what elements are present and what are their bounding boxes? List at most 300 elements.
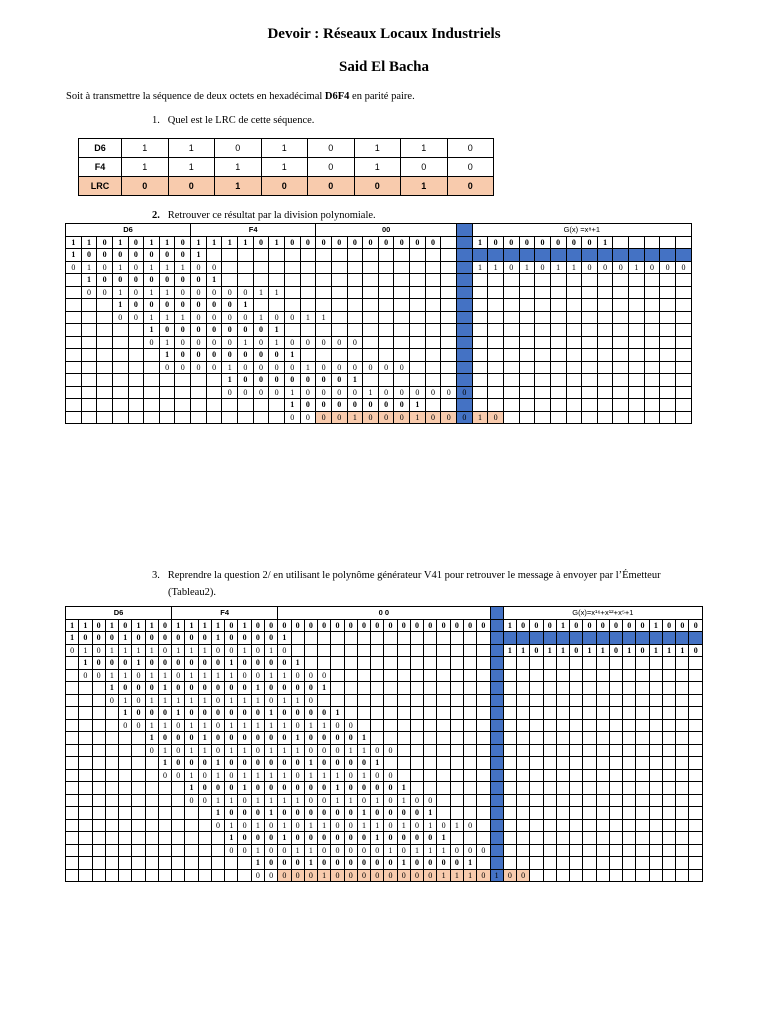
bit-cell: 0 <box>304 707 317 720</box>
grid-cell <box>570 744 583 757</box>
bit-cell: 1 <box>556 619 569 632</box>
bit-cell: 0 <box>397 807 410 820</box>
grid-cell <box>457 236 473 249</box>
bit-cell: 0 <box>347 336 363 349</box>
grid-cell <box>550 324 566 337</box>
bit-cell: 0 <box>570 619 583 632</box>
grid-cell <box>629 274 645 287</box>
grid-cell <box>596 719 609 732</box>
grid-cell <box>172 794 185 807</box>
bit-cell: 0 <box>410 236 426 249</box>
bit-cell: 0 <box>331 336 347 349</box>
grid-cell <box>92 732 105 745</box>
bit-cell: 0 <box>238 832 251 845</box>
grid-cell <box>128 374 144 387</box>
grid-cell <box>517 707 530 720</box>
grid-cell <box>105 869 118 882</box>
grid-cell <box>128 411 144 424</box>
bit-cell: 1 <box>79 644 92 657</box>
grid-cell <box>363 249 379 262</box>
bit-cell: 0 <box>253 349 269 362</box>
grid-cell <box>79 707 92 720</box>
grid-cell <box>676 707 689 720</box>
lrc-bit-cell: 0 <box>215 139 262 158</box>
question-1-number: 1. <box>152 115 160 126</box>
grid-cell <box>347 274 363 287</box>
bit-cell: 0 <box>172 732 185 745</box>
bit-cell: 0 <box>291 619 304 632</box>
bit-cell: 1 <box>291 732 304 745</box>
bit-cell: 1 <box>371 832 384 845</box>
bit-cell: 1 <box>191 249 207 262</box>
bit-cell: 1 <box>278 669 291 682</box>
division-step-row <box>66 349 692 362</box>
grid-cell <box>570 669 583 682</box>
grid-cell <box>81 349 97 362</box>
lrc-row-label: LRC <box>79 177 122 196</box>
bit-cell: 1 <box>331 707 344 720</box>
bit-cell: 0 <box>609 644 622 657</box>
grid-cell <box>424 707 437 720</box>
grid-cell <box>503 782 516 795</box>
bit-cell: 1 <box>185 782 198 795</box>
bit-cell: 0 <box>225 807 238 820</box>
grid-cell <box>613 274 629 287</box>
grid-cell <box>198 857 211 870</box>
grid-cell <box>238 249 254 262</box>
grid-cell <box>97 336 113 349</box>
bit-cell: 0 <box>371 744 384 757</box>
grid-cell <box>519 336 535 349</box>
grid-cell <box>556 669 569 682</box>
grid-cell <box>410 694 423 707</box>
byte-header: F4 <box>172 607 278 620</box>
division-step-row <box>66 632 703 645</box>
bit-cell: 1 <box>291 694 304 707</box>
grid-cell <box>410 324 426 337</box>
grid-cell <box>596 744 609 757</box>
bit-cell: 0 <box>371 769 384 782</box>
grid-cell <box>172 869 185 882</box>
grid-cell <box>105 857 118 870</box>
bit-cell: 0 <box>206 336 222 349</box>
grid-cell <box>566 311 582 324</box>
grid-cell <box>175 411 191 424</box>
bit-cell: 0 <box>211 819 224 832</box>
bit-cell: 0 <box>251 732 264 745</box>
division-step-row <box>66 744 703 757</box>
grid-cell <box>424 682 437 695</box>
grid-cell <box>450 707 463 720</box>
grid-cell <box>660 299 676 312</box>
grid-cell <box>66 399 82 412</box>
bit-cell: 1 <box>172 644 185 657</box>
grid-cell <box>450 719 463 732</box>
grid-cell <box>394 261 410 274</box>
grid-cell <box>609 719 622 732</box>
grid-cell <box>644 349 660 362</box>
bit-cell: 1 <box>144 311 160 324</box>
grid-cell <box>583 794 596 807</box>
bit-cell: 1 <box>331 782 344 795</box>
bit-cell: 0 <box>363 361 379 374</box>
grid-cell <box>649 632 662 645</box>
grid-cell <box>397 719 410 732</box>
grid-cell <box>66 819 79 832</box>
grid-cell <box>331 349 347 362</box>
bit-cell: 0 <box>331 844 344 857</box>
grid-cell <box>185 857 198 870</box>
grid-cell <box>128 399 144 412</box>
grid-cell <box>477 857 490 870</box>
grid-cell <box>613 311 629 324</box>
grid-cell <box>517 757 530 770</box>
bit-cell: 1 <box>238 644 251 657</box>
grid-cell <box>128 324 144 337</box>
bit-cell: 0 <box>97 249 113 262</box>
bit-cell: 0 <box>410 794 423 807</box>
grid-cell <box>81 374 97 387</box>
bit-cell: 0 <box>331 411 347 424</box>
grid-cell <box>583 694 596 707</box>
grid-cell <box>503 386 519 399</box>
grid-cell <box>394 336 410 349</box>
bit-cell: 1 <box>472 261 488 274</box>
bit-cell: 0 <box>318 832 331 845</box>
grid-cell <box>331 261 347 274</box>
bit-cell: 0 <box>410 857 423 870</box>
bit-cell: 0 <box>158 732 171 745</box>
grid-cell <box>689 669 703 682</box>
grid-cell <box>689 707 703 720</box>
bit-cell: 0 <box>503 236 519 249</box>
grid-cell <box>269 261 285 274</box>
grid-cell <box>503 669 516 682</box>
grid-cell <box>158 794 171 807</box>
bit-cell: 0 <box>175 286 191 299</box>
grid-cell <box>172 857 185 870</box>
grid-cell <box>503 857 516 870</box>
byte-header: D6 <box>66 607 172 620</box>
grid-cell <box>344 707 357 720</box>
grid-cell <box>609 794 622 807</box>
bit-cell: 0 <box>112 249 128 262</box>
lrc-bit-cell: 1 <box>261 139 308 158</box>
lrc-bit-cell: 0 <box>447 139 494 158</box>
grid-cell <box>437 682 450 695</box>
bit-cell: 0 <box>410 819 423 832</box>
grid-cell <box>519 324 535 337</box>
bit-cell: 0 <box>425 236 441 249</box>
bit-cell: 1 <box>225 819 238 832</box>
bit-cell: 0 <box>291 719 304 732</box>
bit-cell: 1 <box>144 236 160 249</box>
bit-cell: 0 <box>463 819 476 832</box>
bit-cell: 0 <box>300 374 316 387</box>
grid-cell <box>535 324 551 337</box>
grid-cell <box>662 669 675 682</box>
bit-cell: 1 <box>185 769 198 782</box>
grid-cell <box>675 374 691 387</box>
grid-cell <box>269 299 285 312</box>
bit-cell: 1 <box>145 732 158 745</box>
grid-cell <box>463 782 476 795</box>
bit-cell: 0 <box>644 261 660 274</box>
bit-cell: 0 <box>112 311 128 324</box>
bit-cell: 1 <box>238 336 254 349</box>
grid-cell <box>318 632 331 645</box>
division-step-row <box>66 274 692 287</box>
grid-cell <box>609 694 622 707</box>
bit-cell: 0 <box>424 857 437 870</box>
grid-cell <box>357 657 370 670</box>
grid-cell <box>316 274 332 287</box>
grid-cell <box>198 869 211 882</box>
grid-cell <box>424 657 437 670</box>
question-3-continuation: (Tableau2). <box>168 587 216 598</box>
grid-cell <box>503 399 519 412</box>
grid-cell <box>437 719 450 732</box>
grid-cell <box>472 399 488 412</box>
bit-cell: 0 <box>211 682 224 695</box>
grid-cell <box>331 324 347 337</box>
bit-cell: 1 <box>410 399 426 412</box>
grid-cell <box>609 632 622 645</box>
bit-cell: 0 <box>344 757 357 770</box>
grid-cell <box>488 311 504 324</box>
grid-cell <box>172 807 185 820</box>
bit-cell: 0 <box>172 719 185 732</box>
lrc-bit-cell: 0 <box>122 177 169 196</box>
grid-cell <box>331 274 347 287</box>
grid-cell <box>410 719 423 732</box>
grid-cell <box>66 719 79 732</box>
grid-cell <box>596 857 609 870</box>
bit-cell: 0 <box>159 324 175 337</box>
grid-cell <box>649 832 662 845</box>
bit-cell: 0 <box>145 707 158 720</box>
grid-cell <box>636 782 649 795</box>
division-step-row <box>66 757 703 770</box>
bit-cell: 0 <box>79 632 92 645</box>
grid-cell <box>304 644 317 657</box>
grid-cell <box>105 844 118 857</box>
grid-cell <box>397 732 410 745</box>
bit-cell: 0 <box>269 361 285 374</box>
grid-cell <box>132 782 145 795</box>
grid-cell <box>629 374 645 387</box>
bit-cell: 0 <box>132 719 145 732</box>
bit-cell: 0 <box>437 819 450 832</box>
grid-cell <box>530 669 543 682</box>
bit-cell: 0 <box>397 832 410 845</box>
lrc-table <box>78 138 494 196</box>
grid-cell <box>425 336 441 349</box>
grid-cell <box>105 832 118 845</box>
grid-cell <box>660 411 676 424</box>
grid-cell <box>128 386 144 399</box>
bit-cell: 1 <box>172 694 185 707</box>
bit-cell: 0 <box>145 632 158 645</box>
bit-cell: 0 <box>535 236 551 249</box>
grid-cell <box>206 411 222 424</box>
bit-cell: 0 <box>238 669 251 682</box>
grid-cell <box>675 249 691 262</box>
grid-cell <box>530 819 543 832</box>
bit-cell: 0 <box>331 719 344 732</box>
bit-cell: 0 <box>251 782 264 795</box>
bit-cell: 1 <box>278 719 291 732</box>
grid-cell <box>566 411 582 424</box>
grid-cell <box>629 286 645 299</box>
grid-cell <box>410 311 426 324</box>
bit-cell: 0 <box>347 399 363 412</box>
bit-cell: 0 <box>316 236 332 249</box>
bit-cell: 0 <box>347 361 363 374</box>
grid-cell <box>318 694 331 707</box>
grid-cell <box>597 274 613 287</box>
grid-cell <box>503 311 519 324</box>
bit-cell: 0 <box>300 411 316 424</box>
bit-cell: 1 <box>371 819 384 832</box>
bit-cell: 0 <box>198 769 211 782</box>
grid-cell <box>378 274 394 287</box>
grid-cell <box>583 819 596 832</box>
grid-cell <box>463 669 476 682</box>
grid-cell <box>675 286 691 299</box>
bit-cell: 1 <box>344 744 357 757</box>
bit-cell: 0 <box>158 707 171 720</box>
grid-cell <box>472 324 488 337</box>
bit-cell: 0 <box>191 274 207 287</box>
grid-cell <box>81 324 97 337</box>
grid-cell <box>596 694 609 707</box>
grid-cell <box>344 682 357 695</box>
bit-cell: 1 <box>172 619 185 632</box>
bit-cell: 1 <box>158 694 171 707</box>
grid-cell <box>191 411 207 424</box>
grid-cell <box>556 869 569 882</box>
grid-cell <box>519 286 535 299</box>
grid-cell <box>425 311 441 324</box>
bit-cell: 1 <box>649 619 662 632</box>
grid-cell <box>371 669 384 682</box>
bit-cell: 1 <box>363 386 379 399</box>
grid-cell <box>363 374 379 387</box>
grid-cell <box>450 744 463 757</box>
bit-cell: 0 <box>158 619 171 632</box>
grid-cell <box>609 707 622 720</box>
grid-cell <box>675 236 691 249</box>
bit-cell: 1 <box>132 644 145 657</box>
lrc-row-label: F4 <box>79 158 122 177</box>
grid-cell <box>284 299 300 312</box>
division-step-row <box>66 386 692 399</box>
grid-cell <box>490 819 503 832</box>
bit-cell: 1 <box>119 707 132 720</box>
bit-cell: 1 <box>159 311 175 324</box>
grid-cell <box>198 819 211 832</box>
generator-polynomial-label: G(x)=x¹⁶+x¹²+x⁵+1 <box>503 607 702 620</box>
grid-cell <box>450 807 463 820</box>
grid-cell <box>331 311 347 324</box>
grid-cell <box>543 844 556 857</box>
division-step-row <box>66 832 703 845</box>
grid-cell <box>644 386 660 399</box>
grid-cell <box>503 707 516 720</box>
grid-cell <box>477 707 490 720</box>
bit-cell: 0 <box>191 349 207 362</box>
grid-cell <box>119 782 132 795</box>
grid-cell <box>676 794 689 807</box>
grid-cell <box>649 682 662 695</box>
grid-cell <box>503 807 516 820</box>
grid-cell <box>676 657 689 670</box>
bit-cell: 0 <box>384 857 397 870</box>
grid-cell <box>503 832 516 845</box>
bit-cell: 0 <box>570 644 583 657</box>
grid-cell <box>410 744 423 757</box>
grid-cell <box>503 819 516 832</box>
bit-cell: 0 <box>304 682 317 695</box>
grid-cell <box>397 657 410 670</box>
bit-cell: 1 <box>159 261 175 274</box>
division-step-row <box>66 719 703 732</box>
grid-cell <box>145 794 158 807</box>
bit-cell: 0 <box>424 869 437 882</box>
bit-cell: 0 <box>316 386 332 399</box>
division-step-row <box>66 236 692 249</box>
grid-cell <box>644 274 660 287</box>
grid-cell <box>649 794 662 807</box>
bit-cell: 1 <box>304 844 317 857</box>
bit-cell: 0 <box>318 744 331 757</box>
grid-cell <box>597 374 613 387</box>
bit-cell: 0 <box>66 644 79 657</box>
grid-cell <box>570 757 583 770</box>
grid-cell <box>172 832 185 845</box>
grid-cell <box>689 794 703 807</box>
grid-cell <box>145 757 158 770</box>
grid-cell <box>441 336 457 349</box>
grid-cell <box>410 682 423 695</box>
bit-cell: 0 <box>291 769 304 782</box>
bit-cell: 1 <box>238 619 251 632</box>
grid-cell <box>636 857 649 870</box>
grid-cell <box>66 324 82 337</box>
bit-cell: 1 <box>556 644 569 657</box>
grid-cell <box>543 769 556 782</box>
grid-cell <box>488 286 504 299</box>
grid-cell <box>566 324 582 337</box>
grid-cell <box>119 844 132 857</box>
bit-cell: 0 <box>185 682 198 695</box>
grid-cell <box>660 336 676 349</box>
bit-cell: 0 <box>132 694 145 707</box>
grid-cell <box>556 694 569 707</box>
bit-cell: 1 <box>437 832 450 845</box>
grid-cell <box>556 857 569 870</box>
bit-cell: 1 <box>66 249 82 262</box>
grid-cell <box>253 411 269 424</box>
grid-cell <box>347 286 363 299</box>
grid-cell <box>597 336 613 349</box>
grid-cell <box>211 869 224 882</box>
grid-cell <box>519 311 535 324</box>
grid-cell <box>92 819 105 832</box>
bit-cell: 0 <box>530 644 543 657</box>
grid-cell <box>550 336 566 349</box>
